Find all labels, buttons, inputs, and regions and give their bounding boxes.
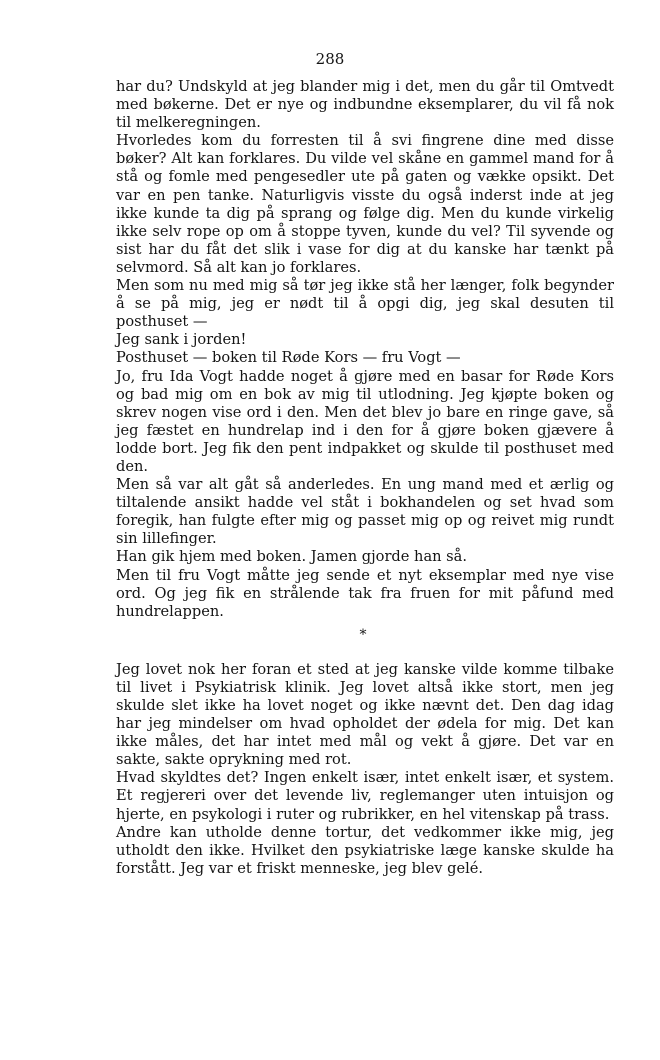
paragraph: har du? Undskyld at jeg blander mig i det, men du går til Omtvedt med bøkerne. Det er nye og indbundne eksemplarer, du vil få nok til melkeregningen.	[116, 78, 614, 132]
section-break	[116, 621, 614, 661]
paragraph: Andre kan utholde denne tortur, det vedkommer ikke mig, jeg utholdt den ikke. Hvilket den psykiatriske læge kanske skulde ha forstått. Jeg var et friskt menneske, jeg blev gelé.	[116, 823, 614, 877]
paragraph: Men som nu med mig så tør jeg ikke stå her længer, folk begynder å se på mig, jeg er nødt til å opgi dig, jeg skal desuten til posthuset —	[116, 277, 614, 331]
paragraph: Hvad skyldtes det? Ingen enkelt især, intet enkelt især, et system. Et regjereri over det levende liv, reglemanger uten intuisjon og hjerte, en psykologi i ruter og rubrikker, en hel vitenskap på trass.	[116, 769, 614, 823]
paragraph: Men så var alt gåt så anderledes. En ung mand med et ærlig og tiltalende ansikt hadde vel ståt i bokhandelen og set hvad som foregik, han fulgte efter mig og passet mig op og reivet mig rundt sin lillefinger.	[116, 476, 614, 548]
paragraph: Posthuset — boken til Røde Kors — fru Vogt —	[116, 349, 461, 367]
paragraph: Jo, fru Ida Vogt hadde noget å gjøre med en basar for Røde Kors og bad mig om en bok av mig til utlodning. Jeg kjøpte boken og skrev nogen vise ord i den. Men det blev jo bare en ringe gave, så jeg fæstet en hundrelap ind i den for å gjøre boken gjævere å lodde bort. Jeg fik den pent indpakket og skulde til posthuset med den.	[116, 367, 614, 475]
paragraph: Han gik hjem med boken. Jamen gjorde han så.	[116, 548, 468, 566]
page-number: 288	[315, 50, 345, 68]
paragraph: Men til fru Vogt måtte jeg sende et nyt eksemplar med nye vise ord. Og jeg fik en strålende tak fra fruen for mit påfund med hundrelappen.	[116, 566, 614, 620]
paragraph: Jeg sank i jorden!	[116, 331, 247, 349]
body-text	[116, 78, 614, 878]
paragraph: Hvorledes kom du forresten til å svi fingrene dine med disse bøker? Alt kan forklares. Du vilde vel skåne en gammel mand for å stå og fomle med pengesedler ute på gaten og vække opsikt. Det var en pen tanke. Naturligvis visste du også inderst inde at jeg ikke kunde ta dig på sprang og følge dig. Men du kunde virkelig ikke selv rope op om å stoppe tyven, kunde du vel? Til syvende og sist har du fåt det slik i vase for dig at du kanske har tænkt på selvmord. Så alt kan jo forklares.	[116, 132, 614, 276]
paragraph: Jeg lovet nok her foran et sted at jeg kanske vilde komme tilbake til livet i Psykiatrisk klinik. Jeg lovet altså ikke stort, men jeg skulde slet ikke ha lovet noget og ikke nævnt det. Den dag idag har jeg mindelser om hvad opholdet der ødela for mig. Det kan ikke måles, det har intet med mål og vekt å gjøre. Det var en sakte, sakte oprykning med rot.	[116, 660, 614, 769]
asterisk-divider: *	[359, 626, 367, 643]
